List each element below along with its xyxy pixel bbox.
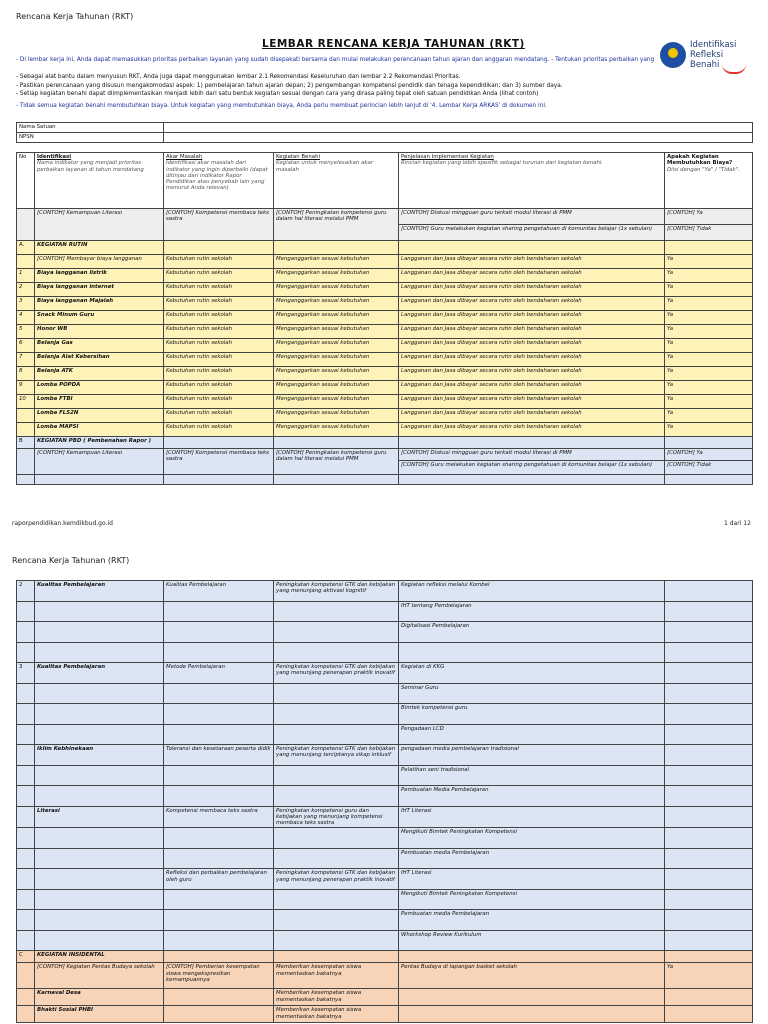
group-biaya[interactable] (665, 848, 753, 869)
group-no (17, 869, 35, 890)
rutin-row-impl: Langganan dan Jasa dibayar secara rutin oleh bendaharan sekolah (399, 311, 665, 325)
group-identifikasi: Kualitas Pembelajaran (35, 663, 164, 684)
empty-cell (274, 704, 399, 725)
table-row (17, 353, 753, 367)
group-identifikasi (35, 869, 164, 890)
rutin-row-impl: Langganan dan Jasa dibayar secara rutin oleh bendaharan sekolah (399, 269, 665, 283)
empty-cell (399, 989, 665, 1006)
example-biaya-2: [CONTOH] Tidak (665, 225, 753, 241)
insidental-example-biaya: Ya (665, 963, 753, 989)
table-row (17, 269, 753, 283)
group-akar: Toleransi dan kesetaraan peserta didik (164, 745, 274, 766)
rutin-row-biaya: Ya (665, 339, 753, 353)
rutin-row-biaya: Ya (665, 297, 753, 311)
section-b-label: KEGIATAN PBD ( Pembenahan Rapor ) (35, 437, 164, 449)
empty-cell (164, 704, 274, 725)
rutin-example-identifikasi: [CONTOH] Membayar biaya langganan (35, 255, 164, 269)
section-b-no: B (17, 437, 35, 449)
rutin-row-no: 1 (17, 269, 35, 283)
group-impl: pengadaan media pembelajaran tradisional (399, 745, 665, 766)
rutin-row-kegiatan: Menganggarkan sesuai kebutuhan (274, 409, 399, 423)
header-penjelasan: Penjelasan Implementasi Kegiatan Rincian kegiatan yang lebih spesifik sebagai turunan dari kegiatan benahi. (399, 153, 665, 209)
empty-cell (274, 622, 399, 643)
rutin-row-name: Lomba POPDA (35, 381, 164, 395)
empty-cell (17, 724, 35, 745)
page-title: LEMBAR RENCANA KERJA TAHUNAN (RKT) (262, 38, 525, 50)
empty-cell (274, 930, 399, 951)
empty-cell (35, 642, 164, 663)
rutin-example-kegiatan: Menganggarkan sesuai kebutuhan (274, 255, 399, 269)
rutin-row-name: Belanja Gas (35, 339, 164, 353)
header-no: No (17, 153, 35, 209)
empty-cell (164, 1006, 274, 1023)
empty-cell (164, 724, 274, 745)
empty-cell (17, 622, 35, 643)
group-kegiatan: Peningkatan kompetensi GTK dan kebijakan yang menunjang aktivasi kognitif (274, 581, 399, 602)
insidental-example-kegiatan: Memberikan kesempatan siswa mementaskan bakatnya (274, 963, 399, 989)
group-impl: Mengikuti Bimtek Peningkatan Kompetensi (399, 828, 665, 849)
group-kegiatan: Peningkatan kompetensi GTK dan kebijakan yang menunjang penerapan praktik inovatif (274, 869, 399, 890)
group-akar: Metode Pembelajaran (164, 663, 274, 684)
rutin-row-akar: Kebutuhan rutin sekolah (164, 367, 274, 381)
rutin-row-akar: Kebutuhan rutin sekolah (164, 423, 274, 437)
empty-cell (665, 1006, 753, 1023)
rutin-row-impl: Langganan dan Jasa dibayar secara rutin oleh bendaharan sekolah (399, 325, 665, 339)
rutin-row-name: Belanja ATK (35, 367, 164, 381)
rutin-row-kegiatan: Menganggarkan sesuai kebutuhan (274, 269, 399, 283)
group-biaya[interactable] (665, 601, 753, 622)
empty-cell (35, 786, 164, 807)
empty-cell (164, 910, 274, 931)
school-name-label: Nama Satuan (17, 123, 164, 133)
group-impl: Seminar Guru (399, 683, 665, 704)
empty-cell (17, 848, 35, 869)
group-impl (399, 642, 665, 663)
rutin-row-impl: Langganan dan Jasa dibayar secara rutin oleh bendaharan sekolah (399, 395, 665, 409)
rutin-row-kegiatan: Menganggarkan sesuai kebutuhan (274, 367, 399, 381)
rutin-row-biaya: Ya (665, 367, 753, 381)
group-impl: Bimtek kompetensi guru (399, 704, 665, 725)
example-identifikasi: [CONTOH] Kemampuan Literasi (35, 209, 164, 241)
insidental-row-kegiatan: Memberikan kesempatan siswa mementaskan bakatnya (274, 1006, 399, 1023)
example-akar: [CONTOH] Kompetensi membaca teks sastra (164, 209, 274, 241)
rutin-row-name: Snack Minum Guru (35, 311, 164, 325)
empty-cell (164, 989, 274, 1006)
rutin-row-kegiatan: Menganggarkan sesuai kebutuhan (274, 283, 399, 297)
empty-cell (17, 786, 35, 807)
rutin-row-name: Lomba FTBI (35, 395, 164, 409)
section-a-label: KEGIATAN RUTIN (35, 241, 164, 255)
group-impl: Pembuatan Media Pembelajaran (399, 786, 665, 807)
group-impl: Kegiatan di KKG (399, 663, 665, 684)
example-kegiatan: [CONTOH] Peningkatan kompetensi guru dalam hal literasi melalui PMM (274, 209, 399, 241)
school-name-field[interactable] (164, 123, 753, 133)
rutin-row-name: Honor WB (35, 325, 164, 339)
table-row (17, 930, 753, 951)
group-biaya[interactable] (665, 765, 753, 786)
group-biaya[interactable] (665, 663, 753, 684)
table-row (17, 989, 753, 1006)
group-identifikasi: Literasi (35, 806, 164, 828)
example-impl-1: [CONTOH] Diskusi mingguan guru terkait modul literasi di PMM (399, 209, 665, 225)
rutin-example-biaya: Ya (665, 255, 753, 269)
empty-cell (35, 601, 164, 622)
rutin-row-impl: Langganan dan Jasa dibayar secara rutin oleh bendaharan sekolah (399, 283, 665, 297)
group-biaya[interactable] (665, 930, 753, 951)
rutin-row-name: Belanja Alat Kebersihan (35, 353, 164, 367)
group-impl: Pelatihan seni tradisional (399, 765, 665, 786)
pbd-example-impl-2: [CONTOH] Guru melakukan kegiatan sharing pengetahuan di komunitas belajar (1x sebulan) (399, 461, 665, 475)
table-row (17, 910, 753, 931)
footer-page-number: 1 dari 12 (724, 520, 751, 527)
empty-cell (274, 848, 399, 869)
rutin-row-no (17, 423, 35, 437)
rutin-row-akar: Kebutuhan rutin sekolah (164, 283, 274, 297)
empty-cell (17, 642, 35, 663)
rutin-row-biaya: Ya (665, 353, 753, 367)
table-row (17, 724, 753, 745)
group-impl: Mengikuti Bimtek Peningkatan Kompetensi (399, 889, 665, 910)
rutin-row-biaya: Ya (665, 423, 753, 437)
insidental-example-akar: [CONTOH] Pemberian kesempatan siswa mengekspresikan kemampuannya (164, 963, 274, 989)
rutin-row-impl: Langganan dan Jasa dibayar secara rutin oleh bendaharan sekolah (399, 409, 665, 423)
table-row (17, 663, 753, 684)
rutin-row-no: 7 (17, 353, 35, 367)
insidental-example-identifikasi: [CONTOH] Kegiatan Pentas Budaya sekolah (35, 963, 164, 989)
empty-cell (35, 622, 164, 643)
rutin-row-no: 2 (17, 283, 35, 297)
group-biaya[interactable] (665, 642, 753, 663)
intro-line-3: - Pastikan perencanaan yang disusun mengakomodasi aspek: 1) pembelajaran tahun ajaran depan; 2) pengembangan kompetensi pendidik dan tenaga kependidikan; dan 3) sumber daya. (16, 83, 563, 89)
intro-line-5: - Tidak semua kegiatan benahi membutuhkan biaya. Untuk kegiatan yang membutuhkan biaya, Anda perlu membuat perincian lebih lanjut di '4. Lembar Kerja ARKAS' di dokumen ini. (16, 103, 547, 109)
rutin-row-impl: Langganan dan Jasa dibayar secara rutin oleh bendaharan sekolah (399, 339, 665, 353)
rutin-row-name: Lomba MAPSI (35, 423, 164, 437)
table-row (17, 367, 753, 381)
empty-cell (164, 828, 274, 849)
header-identifikasi: Identifikasi Nama indikator yang menjadi prioritas perbaikan layanan di tahun mendatang (35, 153, 164, 209)
insidental-row-name: Bhakti Sosial PHBI (35, 1006, 164, 1023)
group-impl: Pengadaan LCD (399, 724, 665, 745)
group-identifikasi: Kualitas Pembelajaran (35, 581, 164, 602)
empty-cell (17, 1006, 35, 1023)
table-row (17, 395, 753, 409)
group-kegiatan: Peningkatan kompetensi GTK dan kebijakan yang menunjang terciptanya sikap inklusif (274, 745, 399, 766)
page2-header: Rencana Kerja Tahunan (RKT) (12, 556, 130, 565)
rutin-example-akar: Kebutuhan rutin sekolah (164, 255, 274, 269)
group-biaya[interactable] (665, 786, 753, 807)
group-impl: IHT tentang Pembelajaran (399, 601, 665, 622)
logo-swoosh-icon (722, 64, 746, 74)
rutin-row-kegiatan: Menganggarkan sesuai kebutuhan (274, 395, 399, 409)
intro-line-1: - Di lembar kerja ini, Anda dapat memasukkan prioritas perbaikan layanan yang sudah disepakati bersama dan mulai melakukan perencanaan tahun ajaran dan anggaran mendatang. - Tentukan prioritas perbaikan yang (16, 57, 655, 63)
rutin-row-kegiatan: Menganggarkan sesuai kebutuhan (274, 353, 399, 367)
empty-cell (274, 683, 399, 704)
table-row (17, 683, 753, 704)
group-biaya[interactable] (665, 724, 753, 745)
table-row (17, 642, 753, 663)
empty-cell (164, 930, 274, 951)
empty-cell (274, 642, 399, 663)
pbd-example-biaya-1: [CONTOH] Ya (665, 449, 753, 461)
insidental-example-impl: Pentas Budaya di lapangan basket sekolah (399, 963, 665, 989)
empty-cell (35, 848, 164, 869)
group-akar: Kompetensi membaca teks sastra (164, 806, 274, 828)
empty-cell (164, 601, 274, 622)
rkt-table-page2 (16, 580, 753, 1023)
table-row (17, 786, 753, 807)
empty-cell (17, 828, 35, 849)
section-c-label: KEGIATAN INSIDENTAL (35, 951, 164, 963)
group-no: 2 (17, 581, 35, 602)
empty-cell (274, 765, 399, 786)
empty-cell (17, 910, 35, 931)
table-row (17, 704, 753, 725)
rutin-row-impl: Langganan dan Jasa dibayar secara rutin oleh bendaharan sekolah (399, 353, 665, 367)
table-row (17, 381, 753, 395)
table-row (17, 423, 753, 437)
table-row (17, 339, 753, 353)
empty-cell (274, 889, 399, 910)
logo-line-1: Identifikasi (690, 40, 737, 50)
rutin-row-akar: Kebutuhan rutin sekolah (164, 395, 274, 409)
empty-cell (164, 683, 274, 704)
empty-cell (35, 683, 164, 704)
group-impl: IHT Literasi (399, 806, 665, 828)
rutin-row-no: 4 (17, 311, 35, 325)
intro-line-2: - Sebagai alat bantu dalam menyusun RKT, Anda juga dapat menggunakan lembar 2.1 Rekomendasi Keseluruhan dan lembar 2.2 Rekomendasi Prioritas. (16, 74, 461, 80)
group-no (17, 745, 35, 766)
empty-cell (17, 930, 35, 951)
group-biaya[interactable] (665, 581, 753, 602)
group-biaya[interactable] (665, 704, 753, 725)
rutin-row-biaya: Ya (665, 395, 753, 409)
insidental-row-kegiatan: Memberikan kesempatan siswa mementaskan bakatnya (274, 989, 399, 1006)
rutin-example-impl: Langganan dan Jasa dibayar secara rutin oleh bendaharan sekolah (399, 255, 665, 269)
rutin-row-impl: Langganan dan Jasa dibayar secara rutin oleh bendaharan sekolah (399, 367, 665, 381)
rutin-row-kegiatan: Menganggarkan sesuai kebutuhan (274, 339, 399, 353)
empty-cell (17, 683, 35, 704)
school-info-table (16, 122, 753, 143)
empty-cell (17, 989, 35, 1006)
header-biaya: Apakah Kegiatan Membutuhkan Biaya? Diisi dengan "Ya" / "Tidak". (665, 153, 753, 209)
rutin-row-kegiatan: Menganggarkan sesuai kebutuhan (274, 311, 399, 325)
rutin-row-no: 5 (17, 325, 35, 339)
rutin-row-kegiatan: Menganggarkan sesuai kebutuhan (274, 325, 399, 339)
empty-cell (17, 601, 35, 622)
group-akar: Kualitas Pembelajaran (164, 581, 274, 602)
empty-cell (17, 765, 35, 786)
pbd-example-akar: [CONTOH] Kompetensi membaca teks sastra (164, 449, 274, 475)
intro-line-4: - Setiap kegiatan benahi dapat diimplementasikan menjadi lebih dari satu bentuk kegiatan sesuai dengan cara yang dirasa paling tepat oleh satuan pendidikan Anda (lihat contoh) (16, 91, 539, 97)
rutin-row-biaya: Ya (665, 409, 753, 423)
npsn-field[interactable] (164, 133, 753, 143)
group-akar: Refleksi dan perbaikan pembelajaran oleh guru (164, 869, 274, 890)
table-row (17, 409, 753, 423)
section-c-no: C (17, 951, 35, 963)
example-impl-2: [CONTOH] Guru melakukan kegiatan sharing pengetahuan di komunitas belajar (1x sebulan) (399, 225, 665, 241)
table-row (17, 889, 753, 910)
insidental-row-name: Karnaval Desa (35, 989, 164, 1006)
table-row (17, 601, 753, 622)
header-kegiatan-benahi: Kegiatan Benahi Kegiatan untuk menyelesaikan akar masalah (274, 153, 399, 209)
rutin-row-akar: Kebutuhan rutin sekolah (164, 297, 274, 311)
rutin-row-akar: Kebutuhan rutin sekolah (164, 325, 274, 339)
empty-cell (164, 642, 274, 663)
rutin-row-no (17, 409, 35, 423)
empty-cell (274, 828, 399, 849)
group-biaya[interactable] (665, 622, 753, 643)
rutin-row-impl: Langganan dan Jasa dibayar secara rutin oleh bendaharan sekolah (399, 297, 665, 311)
empty-cell (35, 765, 164, 786)
rkt-table-page1 (16, 152, 753, 485)
empty-cell (17, 704, 35, 725)
rutin-row-kegiatan: Menganggarkan sesuai kebutuhan (274, 297, 399, 311)
pbd-example-biaya-2: [CONTOH] Tidak (665, 461, 753, 475)
empty-cell (35, 930, 164, 951)
empty-cell (164, 786, 274, 807)
rutin-row-impl: Langganan dan Jasa dibayar secara rutin oleh bendaharan sekolah (399, 381, 665, 395)
empty-cell (164, 622, 274, 643)
rutin-row-name: Biaya langganan Majalah (35, 297, 164, 311)
group-impl: Pembuatan media Pembelajaran (399, 910, 665, 931)
group-identifikasi: Iklim Kebhinekaan (35, 745, 164, 766)
empty-cell (35, 704, 164, 725)
page-header: Rencana Kerja Tahunan (RKT) (16, 12, 134, 21)
footer-url: raporpendidikan.kemdikbud.go.id (12, 520, 113, 527)
group-biaya[interactable] (665, 745, 753, 766)
empty-cell (35, 828, 164, 849)
logo-line-2: Refleksi (690, 50, 724, 60)
group-biaya[interactable] (665, 683, 753, 704)
rutin-row-biaya: Ya (665, 283, 753, 297)
rutin-row-name: Lomba FLS2N (35, 409, 164, 423)
rutin-row-no: 3 (17, 297, 35, 311)
empty-cell (274, 601, 399, 622)
empty-cell (35, 889, 164, 910)
rutin-row-no: 6 (17, 339, 35, 353)
empty-cell (665, 989, 753, 1006)
group-biaya[interactable] (665, 910, 753, 931)
rutin-row-akar: Kebutuhan rutin sekolah (164, 311, 274, 325)
table-row (17, 622, 753, 643)
empty-cell (35, 724, 164, 745)
table-row (17, 325, 753, 339)
rutin-row-kegiatan: Menganggarkan sesuai kebutuhan (274, 381, 399, 395)
rutin-row-name: Biaya langganan listrik (35, 269, 164, 283)
group-kegiatan: Peningkatan kompetensi GTK dan kebijakan yang menunjang penerapan praktik inovatif (274, 663, 399, 684)
group-impl: Kegiatan refleksi melalui Kombel (399, 581, 665, 602)
rutin-row-impl: Langganan dan Jasa dibayar secara rutin oleh bendaharan sekolah (399, 423, 665, 437)
empty-cell (164, 889, 274, 910)
group-impl: Whorkshop Review Kurikulum (399, 930, 665, 951)
empty-cell (164, 765, 274, 786)
rutin-row-akar: Kebutuhan rutin sekolah (164, 409, 274, 423)
group-biaya[interactable] (665, 889, 753, 910)
rutin-row-akar: Kebutuhan rutin sekolah (164, 269, 274, 283)
rutin-row-akar: Kebutuhan rutin sekolah (164, 339, 274, 353)
table-row (17, 311, 753, 325)
empty-cell (274, 910, 399, 931)
npsn-label: NPSN (17, 133, 164, 143)
group-biaya[interactable] (665, 869, 753, 890)
rutin-row-no: 10 (17, 395, 35, 409)
table-row (17, 283, 753, 297)
empty-cell (17, 889, 35, 910)
pbd-example-kegiatan: [CONTOH] Peningkatan kompetensi guru dalam hal literasi melalui PMM (274, 449, 399, 475)
table-row (17, 869, 753, 890)
empty-cell (274, 724, 399, 745)
group-impl: IHT Literasi (399, 869, 665, 890)
empty-cell (399, 1006, 665, 1023)
empty-cell (274, 786, 399, 807)
group-kegiatan: Peningkatan kompetensi guru dan kebijakan yang menunjang kompetensi membaca teks sastra (274, 806, 399, 828)
example-no (17, 209, 35, 241)
logo-emblem-icon (660, 42, 686, 68)
rutin-row-no: 8 (17, 367, 35, 381)
table-row (17, 848, 753, 869)
rutin-row-biaya: Ya (665, 381, 753, 395)
rutin-row-biaya: Ya (665, 311, 753, 325)
group-impl: Digitalisasi Pembelajaran (399, 622, 665, 643)
pbd-example-identifikasi: [CONTOH] Kemampuan Literasi (35, 449, 164, 475)
group-impl: Pembuatan media Pembelajaran (399, 848, 665, 869)
rutin-row-biaya: Ya (665, 269, 753, 283)
group-no: 3 (17, 663, 35, 684)
header-akar-masalah: Akar Masalah Identifikasi akar masalah dari indikator yang ingin diperbaiki (dapat ditinjau dari indikator Rapor Pendidikan atau penyebab lain yang menurut Anda relevan) (164, 153, 274, 209)
group-biaya[interactable] (665, 828, 753, 849)
table-row (17, 765, 753, 786)
empty-cell (164, 848, 274, 869)
table-row (17, 297, 753, 311)
section-a-no: A. (17, 241, 35, 255)
pbd-example-impl-1: [CONTOH] Diskusi mingguan guru terkait modul literasi di PMM (399, 449, 665, 461)
table-row (17, 1006, 753, 1023)
table-row (17, 806, 753, 828)
rutin-row-biaya: Ya (665, 325, 753, 339)
table-row (17, 745, 753, 766)
rutin-row-akar: Kebutuhan rutin sekolah (164, 381, 274, 395)
table-row (17, 581, 753, 602)
table-row (17, 828, 753, 849)
group-biaya[interactable] (665, 806, 753, 828)
logo (660, 40, 750, 80)
rutin-row-akar: Kebutuhan rutin sekolah (164, 353, 274, 367)
logo-line-3: Benahi (690, 60, 720, 70)
rutin-row-name: Biaya langganan internet (35, 283, 164, 297)
rutin-row-no: 9 (17, 381, 35, 395)
example-biaya-1: [CONTOH] Ya (665, 209, 753, 225)
group-no (17, 806, 35, 828)
empty-cell (35, 910, 164, 931)
rutin-row-kegiatan: Menganggarkan sesuai kebutuhan (274, 423, 399, 437)
